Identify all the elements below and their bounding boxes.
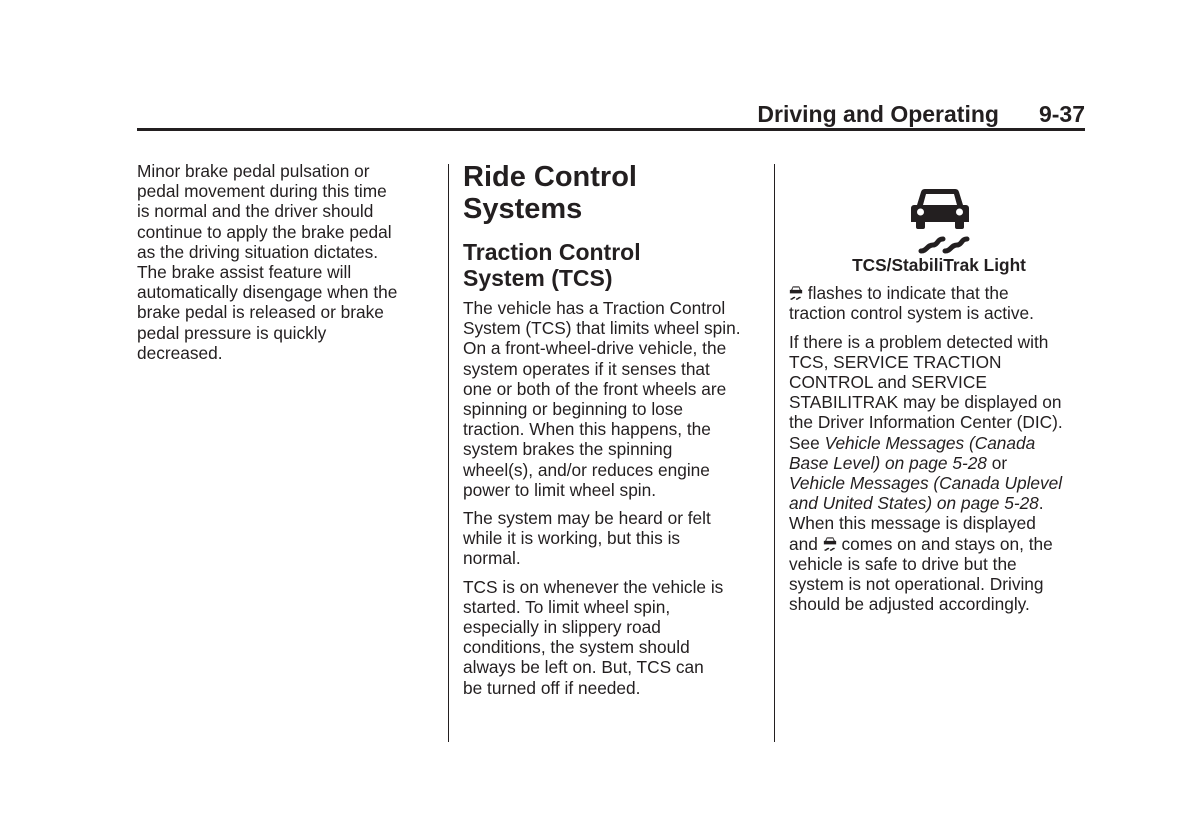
text-line: vehicle is safe to drive but the [789, 553, 1017, 574]
tcs-intro-paragraph [463, 298, 763, 500]
text-line: power to limit wheel spin. [463, 479, 657, 500]
text-line: one or both of the front wheels are [463, 378, 727, 399]
section-heading: Ride Control Systems [463, 161, 637, 225]
text-line: wheel(s), and/or reduces engine [463, 459, 710, 480]
text-line: system operates if it senses that [463, 358, 710, 379]
text-line: System (TCS) that limits wheel spin. [463, 318, 741, 339]
subheading-line: System (TCS) [463, 265, 613, 291]
column-1 [137, 161, 427, 371]
column-divider-left [448, 164, 449, 742]
text-line: When this message is displayed [789, 513, 1036, 534]
text-line: be turned off if needed. [463, 677, 641, 698]
running-header [137, 100, 1085, 128]
text-line: normal. [463, 548, 521, 569]
column-divider-right [774, 164, 775, 742]
tcs-stabilitrak-inline-icon [823, 536, 837, 552]
text-line: automatically disengage when the [137, 282, 398, 303]
text-line: TCS, SERVICE TRACTION [789, 351, 1002, 372]
text-line: Minor brake pedal pulsation or [137, 161, 370, 181]
tcs-problem-paragraph [789, 332, 1089, 615]
text-line: CONTROL and SERVICE [789, 372, 987, 393]
column-3 [789, 161, 1089, 622]
subheading-line: Traction Control [463, 239, 641, 265]
text-line: especially in slippery road [463, 617, 661, 638]
tcs-noise-paragraph [463, 508, 763, 569]
cross-reference-link[interactable]: Base Level) on page 5-28 [789, 452, 987, 473]
text-line: TCS is on whenever the vehicle is [463, 576, 724, 597]
text-line: and [789, 533, 823, 554]
icon-caption: TCS/StabiliTrak Light [852, 255, 1026, 275]
text-line: started. To limit wheel spin, [463, 596, 671, 617]
text-line: pedal movement during this time [137, 181, 387, 202]
text-line: traction control system is active. [789, 303, 1034, 324]
text-line: while it is working, but this is [463, 528, 681, 549]
text-line: is normal and the driver should [137, 201, 374, 222]
header-rule [137, 128, 1085, 131]
tcs-stabilitrak-inline-icon [789, 285, 803, 301]
text-line: continue to apply the brake pedal [137, 221, 392, 242]
text-line: always be left on. But, TCS can [463, 657, 704, 678]
text-line: traction. When this happens, the [463, 419, 711, 440]
page-number: 9-37 [1038, 101, 1085, 127]
text-line: The brake assist feature will [137, 262, 352, 283]
cross-reference-link[interactable]: and United States) on page 5-28 [789, 493, 1039, 514]
text-line: system brakes the spinning [463, 439, 673, 460]
tcs-flash-paragraph [789, 283, 1089, 323]
text-line: comes on and stays on, the [836, 533, 1053, 554]
text-line: The system may be heard or felt [463, 508, 711, 529]
tcs-on-paragraph [463, 577, 763, 698]
text-line: the Driver Information Center (DIC). [789, 412, 1063, 433]
text-line: system is not operational. Driving [789, 574, 1044, 595]
text-line: See [789, 432, 825, 453]
cross-reference-link[interactable]: Vehicle Messages (Canada Uplevel [789, 473, 1063, 494]
text-line: conditions, the system should [463, 637, 690, 658]
text-line: flashes to indicate that the [803, 283, 1009, 304]
brake-assist-paragraph [137, 161, 427, 363]
text-line: or [986, 452, 1008, 473]
text-line: as the driving situation dictates. [137, 241, 379, 262]
column-2 [463, 161, 763, 706]
text-line: STABILITRAK may be displayed on [789, 392, 1062, 413]
text-line: brake pedal is released or brake [137, 302, 384, 323]
text-line: pedal pressure is quickly [137, 322, 327, 343]
text-line: . [1038, 493, 1044, 514]
section-title: Driving and Operating [757, 101, 999, 127]
subsection-heading [463, 239, 763, 291]
text-line: The vehicle has a Traction Control [463, 298, 726, 318]
text-line: decreased. [137, 342, 223, 363]
tcs-stabilitrak-icon [907, 185, 973, 255]
cross-reference-link[interactable]: Vehicle Messages (Canada [824, 432, 1036, 453]
text-line: If there is a problem detected with [789, 331, 1049, 352]
text-line: On a front-wheel-drive vehicle, the [463, 338, 727, 359]
text-line: should be adjusted accordingly. [789, 594, 1030, 615]
text-line: spinning or beginning to lose [463, 399, 684, 420]
